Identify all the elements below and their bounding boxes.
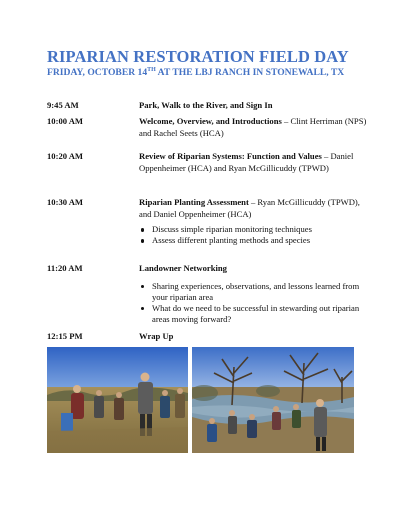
page-title: RIPARIAN RESTORATION FIELD DAY — [47, 47, 349, 66]
agenda-description — [139, 263, 371, 325]
bullet-item: Assess different planting methods and species — [139, 235, 371, 246]
subtitle-ordinal: TH — [147, 67, 156, 73]
subtitle-date: FRIDAY, OCTOBER 14 — [47, 67, 148, 78]
agenda-title: Review of Riparian Systems: Function and Values — [139, 151, 322, 161]
subtitle-location: AT THE LBJ RANCH IN STONEWALL, TX — [155, 67, 345, 78]
agenda-time: 12:15 PM — [47, 331, 83, 341]
river-group-photo — [192, 347, 354, 453]
agenda-title: Landowner Networking — [139, 263, 227, 273]
agenda-title: Wrap Up — [139, 331, 174, 341]
agenda-description — [139, 151, 371, 174]
agenda-bullet-list — [139, 224, 371, 246]
agenda-description — [139, 100, 371, 112]
field-group-photo — [47, 347, 188, 453]
agenda-speakers: – Ryan McGillicuddy (TPWD), and Daniel Oppenheimer (HCA) — [139, 197, 360, 219]
agenda-time: 11:20 AM — [47, 263, 83, 273]
agenda-speakers: – Clint Herriman (NPS) and Rachel Seets (HCA) — [139, 116, 367, 138]
agenda-title: Park, Walk to the River, and Sign In — [139, 100, 273, 110]
agenda-description — [139, 331, 371, 343]
agenda-time: 10:20 AM — [47, 151, 84, 161]
agenda-time: 10:00 AM — [47, 116, 84, 126]
bullet-item: Discuss simple riparian monitoring techniques — [139, 224, 371, 235]
agenda-time: 9:45 AM — [47, 100, 79, 110]
bullet-item: Sharing experiences, observations, and lessons learned from your riparian area — [139, 281, 371, 303]
agenda-description — [139, 116, 371, 139]
bullet-item: What do we need to be successful in stewarding out riparian areas moving forward? — [139, 303, 371, 325]
agenda-time: 10:30 AM — [47, 197, 84, 207]
agenda-description — [139, 197, 371, 247]
agenda-title: Welcome, Overview, and Introductions — [139, 116, 282, 126]
agenda-speakers: – Daniel Oppenheimer (HCA) and Ryan McGillicuddy (TPWD) — [139, 151, 354, 173]
agenda-title: Riparian Planting Assessment — [139, 197, 249, 207]
agenda-bullet-list — [139, 281, 371, 326]
event-date-location — [47, 67, 344, 78]
